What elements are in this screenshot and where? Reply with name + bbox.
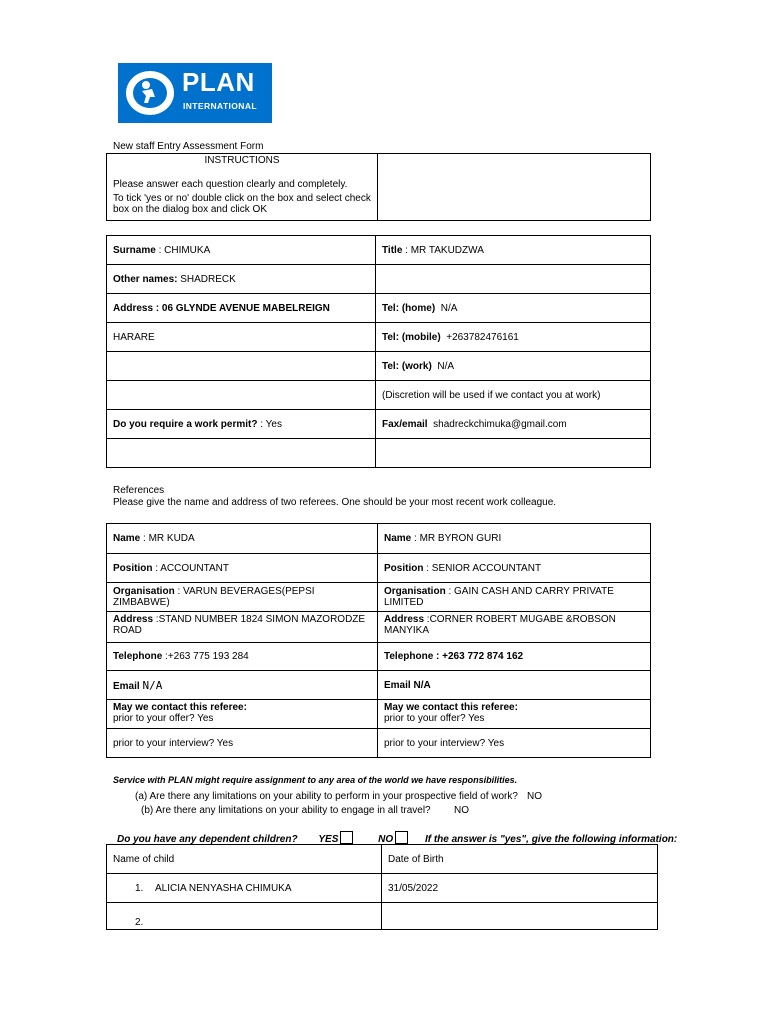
ref1-contact-label: May we contact this referee: [113,702,247,713]
dependents-question: Do you have any dependent children? [117,834,298,845]
title-value: : MR TAKUDZWA [405,244,484,256]
col-dob-label: Date of Birth [388,853,444,865]
other-names-value: SHADRECK [180,273,236,285]
ref2-position-cell[interactable] [378,554,651,583]
ref1-address-cell[interactable] [107,612,378,643]
title-label: Title [382,244,403,256]
discretion-note: (Discretion will be used if we contact you at work) [382,389,601,401]
ref2-address-line2: MANYIKA [384,625,430,636]
instructions-heading: INSTRUCTIONS [204,155,280,166]
ref2-contact-label: May we contact this referee: [384,702,518,713]
ref2-contact-offer-cell[interactable] [378,700,651,729]
tel-mobile-value: +263782476161 [446,331,519,343]
ref2-name-value: : MR BYRON GURI [414,533,502,544]
instructions-blank-cell [378,154,651,221]
ref2-email-value: N/A [413,679,431,691]
form-title: New staff Entry Assessment Form [113,141,264,152]
plan-logo [118,63,272,123]
question-b-answer[interactable]: NO [454,805,469,816]
other-names-cell[interactable] [107,265,376,294]
col-name-header [107,845,382,874]
ref1-name-value: : MR KUDA [143,533,195,544]
ref2-position-label: Position [384,562,424,574]
ref2-position-value: : SENIOR ACCOUNTANT [426,562,542,574]
ref2-email-cell[interactable] [378,671,651,700]
tel-mobile-cell[interactable] [376,323,651,352]
empty-cell[interactable] [107,439,376,468]
question-b: (b) Are there any limitations on your ability to engage in all travel? [141,805,431,816]
col-name-label: Name of child [113,853,175,865]
empty-cell[interactable] [376,265,651,294]
ref1-position-value: : ACCOUNTANT [155,562,229,574]
service-note: Service with PLAN might require assignment to any area of the world we have responsibilities. [113,775,518,785]
ref2-offer-answer: prior to your offer? Yes [384,713,485,724]
instructions-table [106,153,651,221]
personal-details-table [106,235,651,468]
ref2-email-label: Email [384,679,411,691]
ref1-telephone-label: Telephone [113,651,163,662]
plan-person-icon [122,67,178,119]
tel-work-label: Tel: (work) [382,360,432,372]
logo-text-international: INTERNATIONAL [183,101,257,111]
ref2-interview-cell[interactable] [378,729,651,758]
child1-name: ALICIA NENYASHA CHIMUKA [155,882,292,894]
ref2-telephone-cell[interactable] [378,643,651,671]
ref1-telephone-value: :+263 775 193 284 [165,651,249,662]
references-heading: References [113,485,165,496]
dependents-instruction: If the answer is "yes", give the following information: [424,834,678,845]
children-table [106,844,658,930]
tel-home-value: N/A [440,302,458,314]
child2-number: 2. [135,917,144,928]
surname-value: : CHIMUKA [158,244,211,256]
ref2-telephone-value: : +263 772 874 162 [436,651,524,662]
ref2-interview-answer: prior to your interview? Yes [384,737,505,749]
ref2-address-cell[interactable] [378,612,651,643]
ref1-email-cell[interactable] [107,671,378,700]
child2-dob-cell[interactable] [382,903,658,930]
child1-number: 1. [135,882,144,894]
ref1-email-value: N/A [142,678,163,692]
tel-work-cell[interactable] [376,352,651,381]
address-label: Address : 06 GLYNDE AVENUE MABELREIGN [113,302,330,314]
ref1-position-cell[interactable] [107,554,378,583]
ref2-name-cell[interactable] [378,524,651,554]
ref1-interview-answer: prior to your interview? Yes [113,737,234,749]
ref2-address-value: :CORNER ROBERT MUGABE &ROBSON [426,614,616,625]
instructions-line2: To tick 'yes or no' double click on the box and select check [113,193,371,204]
ref2-name-label: Name [384,533,412,544]
work-permit-label: Do you require a work permit? [113,418,258,430]
empty-cell[interactable] [107,352,376,381]
instructions-line3: box on the dialog box and click OK [113,204,267,215]
col-dob-header [382,845,658,874]
tel-mobile-label: Tel: (mobile) [382,331,441,343]
references-table [106,523,651,758]
ref1-name-label: Name [113,533,141,544]
question-a-answer[interactable]: NO [527,791,542,802]
tel-work-value: N/A [437,360,455,372]
dependents-question-row [117,831,677,845]
work-permit-value: : Yes [260,418,282,430]
child1-dob: 31/05/2022 [388,882,439,894]
ref2-org-value: : GAIN CASH AND CARRY PRIVATE LIMITED [384,586,614,608]
title-cell[interactable] [376,236,651,265]
ref1-org-label: Organisation [113,586,175,597]
empty-cell[interactable] [107,381,376,410]
ref2-org-label: Organisation [384,586,446,597]
no-label: NO [378,834,394,845]
fax-email-value: shadreckchimuka@gmail.com [433,418,567,430]
instructions-cell [107,154,378,221]
references-intro: Please give the name and address of two referees. One should be your most recent work colleague. [113,497,557,508]
ref1-address-line2: ROAD [113,625,142,636]
ref1-org-cell[interactable] [107,583,378,612]
ref1-org-value: : VARUN BEVERAGES(PEPSI ZIMBABWE) [113,586,315,608]
work-permit-cell[interactable] [107,410,376,439]
fax-email-label: Fax/email [382,418,428,430]
child1-dob-cell[interactable] [382,874,658,903]
surname-cell[interactable] [107,236,376,265]
address-line2-cell[interactable] [107,323,376,352]
empty-cell[interactable] [376,439,651,468]
discretion-cell [376,381,651,410]
ref1-telephone-cell[interactable] [107,643,378,671]
ref1-address-label: Address [113,614,154,625]
tel-home-label: Tel: (home) [382,302,436,314]
ref2-telephone-label: Telephone [384,651,434,662]
child2-name-cell[interactable] [107,903,382,930]
ref2-address-label: Address [384,614,425,625]
address-line2: HARARE [113,331,155,343]
ref1-contact-offer-cell[interactable] [107,700,378,729]
yes-label: YES [318,834,339,845]
ref1-offer-answer: prior to your offer? Yes [113,713,214,724]
tel-home-cell[interactable] [376,294,651,323]
ref1-name-cell[interactable] [107,524,378,554]
child1-name-cell[interactable] [107,874,382,903]
yes-checkbox[interactable] [340,831,353,844]
instructions-line1: Please answer each question clearly and completely. [113,179,348,190]
ref1-address-value: :STAND NUMBER 1824 SIMON MAZORODZE [155,614,366,625]
other-names-label: Other names: [113,273,178,285]
question-a: (a) Are there any limitations on your ability to perform in your prospective field of work? [135,791,518,802]
fax-email-cell[interactable] [376,410,651,439]
ref1-interview-cell[interactable] [107,729,378,758]
surname-label: Surname [113,244,156,256]
ref1-email-label: Email [113,680,140,692]
no-checkbox[interactable] [395,831,408,844]
ref1-position-label: Position [113,562,153,574]
address-cell[interactable] [107,294,376,323]
ref2-org-cell[interactable] [378,583,651,612]
logo-text-plan: PLAN [182,67,255,97]
